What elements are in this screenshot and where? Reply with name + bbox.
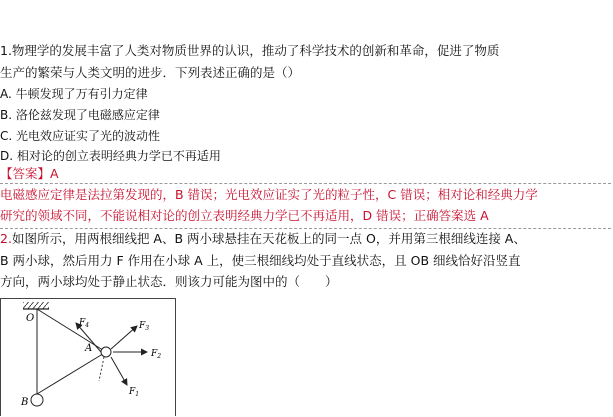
q2-stem-line-1	[0, 229, 526, 249]
q2-number: 2.	[0, 231, 12, 246]
label-f1	[128, 387, 139, 398]
q1-explanation-line-1: 电磁感应定律是法拉第发现的，B 错误；光电效应证实了光的粒子性，C 错误；相对论和经典力学	[0, 187, 538, 202]
label-b: B	[21, 397, 29, 408]
q2-stem-line-2: B 两小球，然后用力 F 作用在小球 A 上，使三根细线均处于直线状态，且 OB 细线恰好沿竖直	[0, 253, 521, 268]
ball-a	[101, 347, 111, 357]
ceiling-hatch	[23, 302, 49, 309]
label-f1-sub: 1	[135, 391, 140, 398]
label-f2-sub: 2	[157, 353, 162, 360]
q1-option-b: B. 洛伦兹发现了电磁感应定律	[0, 108, 160, 122]
label-fa	[78, 318, 89, 329]
label-a: A	[85, 343, 93, 354]
force-f1-arrow	[111, 357, 127, 385]
label-f2-letter: F	[151, 349, 158, 359]
label-o: O	[26, 313, 35, 324]
label-f2	[150, 349, 161, 360]
label-fa-sub: 4	[85, 322, 90, 329]
force-diagram	[0, 298, 176, 416]
label-f3-letter: F	[139, 321, 146, 331]
ball-b	[31, 394, 43, 406]
label-f1-letter: F	[129, 387, 136, 397]
label-fa-letter: F	[79, 318, 86, 328]
q1-answer-label: 【答案】A	[0, 166, 59, 181]
q2-stem-line-1-text: 如图所示，用两根细线把 A、B 两小球悬挂在天花板上的同一点 O，并用第三根细线连接 A、	[11, 231, 526, 246]
string-ab	[37, 352, 106, 394]
force-diagram-svg	[1, 299, 177, 417]
q1-stem-line-2: 生产的繁荣与人类文明的进步．下列表述正确的是（）	[0, 65, 301, 80]
label-f3	[138, 321, 149, 332]
label-f3-sub: 3	[145, 325, 150, 332]
q1-stem-line-1: 1.物理学的发展丰富了人类对物质世界的认识，推动了科学技术的创新和革命，促进了物质	[0, 43, 500, 58]
force-f3-arrow	[111, 326, 137, 349]
dashed-line	[99, 357, 104, 381]
q1-option-a: A. 牛顿发现了万有引力定律	[0, 87, 148, 101]
q1-option-d: D. 相对论的创立表明经典力学已不再适用	[0, 149, 221, 163]
q2-stem-line-3: 方向，两小球均处于静止状态．则该力可能为图中的（ ）	[0, 274, 338, 289]
q1-explanation-line-2: 研究的领域不同，不能说相对论的创立表明经典力学已不再适用，D 错误；正确答案选 A	[0, 208, 489, 223]
q1-option-c: C. 光电效应证实了光的波动性	[0, 129, 161, 143]
